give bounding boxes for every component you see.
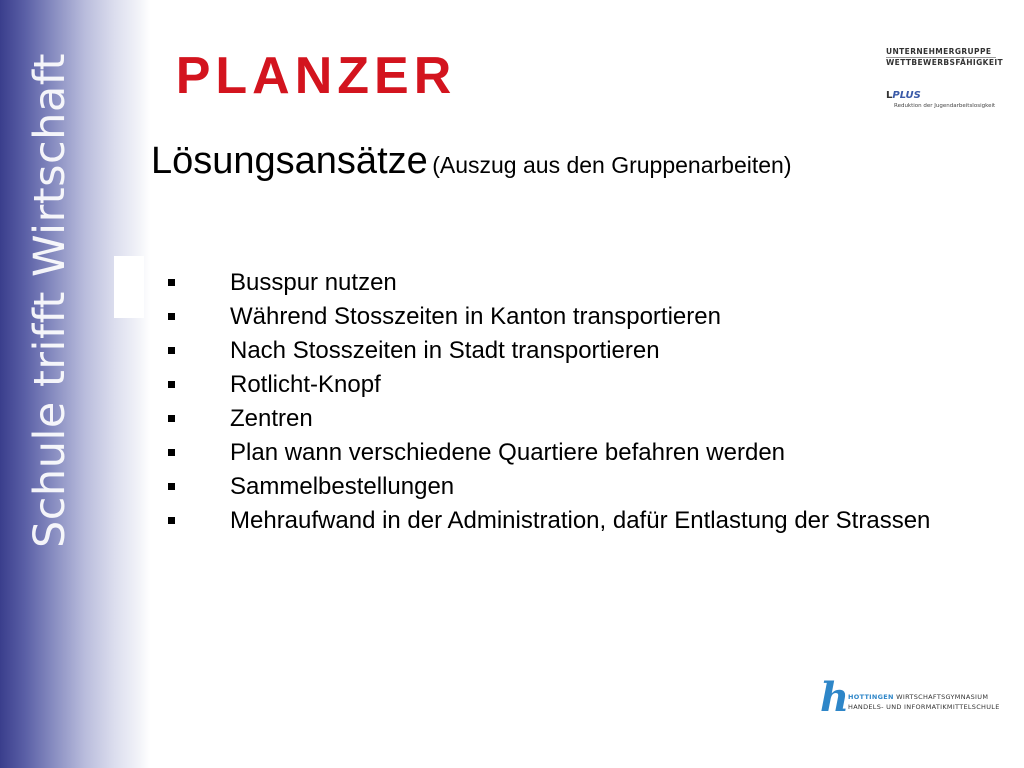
list-item-text: Sammelbestellungen [230, 473, 455, 500]
title-subtitle: (Auszug aus den Gruppenarbeiten) [432, 152, 792, 178]
svg-text:PLANZER: PLANZER [175, 48, 457, 100]
lplus-subtitle: Reduktion der Jugendarbeitslosigkeit [894, 103, 996, 109]
title-main: Lösungsansätze [151, 140, 428, 182]
bullet-square-icon [168, 381, 175, 388]
hottingen-line1-rest: WIRTSCHAFTSGYMNASIUM [896, 693, 989, 701]
list-item [168, 368, 960, 402]
list-item-text: Rotlicht-Knopf [230, 371, 381, 398]
list-item-text: Busspur nutzen [230, 269, 397, 296]
uwg-line1: UNTERNEHMERGRUPPE [886, 47, 992, 56]
bullet-square-icon [168, 313, 175, 320]
list-item-text: Zentren [230, 405, 313, 432]
uwg-line2: WETTBEWERBSFÄHIGKEIT [886, 58, 1004, 67]
bullet-square-icon [168, 483, 175, 490]
lplus-plus: PLUS [892, 90, 921, 101]
list-item-text: Während Stosszeiten in Kanton transportieren [230, 303, 721, 330]
planzer-logo [166, 48, 466, 100]
list-item [168, 504, 960, 538]
list-item [168, 470, 960, 504]
list-item-text: Nach Stosszeiten in Stadt transportieren [230, 337, 660, 364]
list-item [168, 266, 960, 300]
bullet-square-icon [168, 517, 175, 524]
lplus-logo [886, 90, 996, 114]
bullet-square-icon [168, 279, 175, 286]
uwg-logo [886, 47, 1004, 69]
list-item [168, 402, 960, 436]
lplus-l: L [886, 90, 893, 101]
list-item-text: Plan wann verschiedene Quartiere befahren werden [230, 439, 786, 466]
bullet-square-icon [168, 415, 175, 422]
hottingen-h-icon: h [820, 674, 850, 721]
hottingen-name: HOTTINGEN [848, 693, 894, 701]
decorative-block [114, 256, 144, 318]
list-item [168, 436, 960, 470]
sidebar-vertical-text: Schule trifft Wirtschaft [25, 53, 75, 548]
hottingen-logo [820, 674, 1000, 721]
page-title [151, 140, 792, 183]
list-item [168, 300, 960, 334]
lplus-mark [886, 90, 996, 102]
list-item-text: Mehraufwand in der Administration, dafür Entlastung der Strassen [230, 507, 931, 534]
hottingen-line1 [848, 692, 1000, 702]
hottingen-text [848, 692, 1000, 712]
bullet-square-icon [168, 347, 175, 354]
bullet-square-icon [168, 449, 175, 456]
list-item [168, 334, 960, 368]
bullet-list [168, 266, 968, 538]
hottingen-line2: HANDELS- UND INFORMATIKMITTELSCHULE [848, 703, 1000, 711]
